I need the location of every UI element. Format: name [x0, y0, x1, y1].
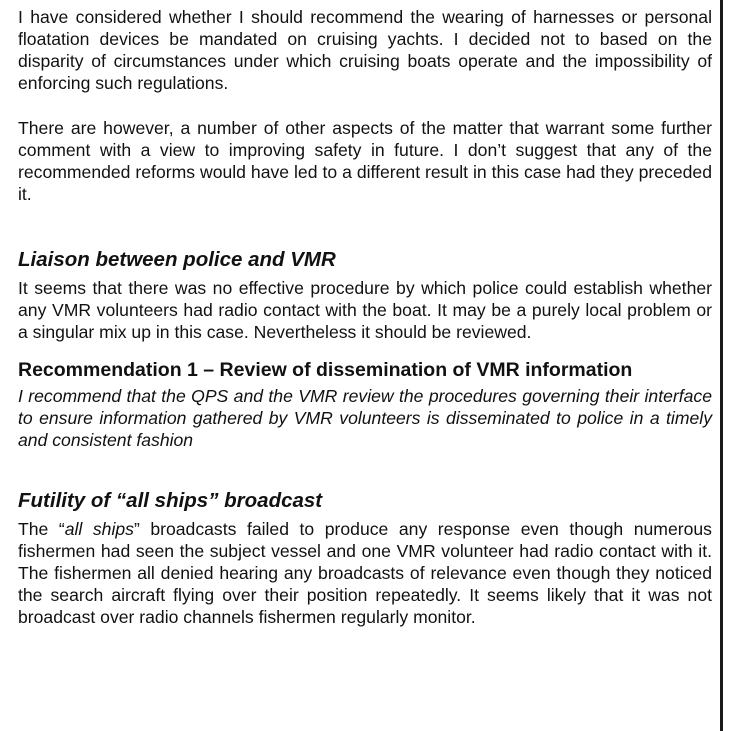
- intro-paragraph-1: I have considered whether I should recommend the wearing of harnesses or personal floatation devices be mandated on cruising yachts. I decided not to based on the disparity of circumstances under which cruising boats operate and the impossibility of enforcing such regulations.: [18, 7, 712, 93]
- scan-edge-line: [720, 0, 723, 731]
- recommendation-1-heading: Recommendation 1 – Review of dissemination of VMR information: [18, 359, 633, 381]
- futility-lead: The “: [18, 519, 65, 539]
- futility-paragraph: [18, 518, 712, 628]
- futility-rest: ” broadcasts failed to produce any response even though numerous fishermen had seen the subject vessel and one VMR volunteer had radio contact with it. The fishermen all denied hearing any broadcasts of relevance even though they noticed the search aircraft flying over their position repeatedly. It seems likely that it was not broadcast over radio channels fishermen regularly monitor.: [18, 519, 712, 627]
- futility-heading: Futility of “all ships” broadcast: [18, 489, 323, 512]
- liaison-paragraph: It seems that there was no effective procedure by which police could establish whether any VMR volunteers had radio contact with the boat. It may be a purely local problem or a singular mix up in this case. Nevertheless it should be reviewed.: [18, 278, 712, 342]
- intro-paragraph-2: There are however, a number of other aspects of the matter that warrant some further comment with a view to improving safety in future. I don’t suggest that any of the recommended reforms would have led to a different result in this case had they preceded it.: [18, 118, 712, 204]
- liaison-heading: Liaison between police and VMR: [18, 248, 336, 271]
- recommendation-1-paragraph: I recommend that the QPS and the VMR review the procedures governing their interface to ensure information gathered by VMR volunteers is disseminated to police in a timely and consistent fashion: [18, 386, 712, 450]
- futility-all-ships-term: all ships: [64, 519, 134, 539]
